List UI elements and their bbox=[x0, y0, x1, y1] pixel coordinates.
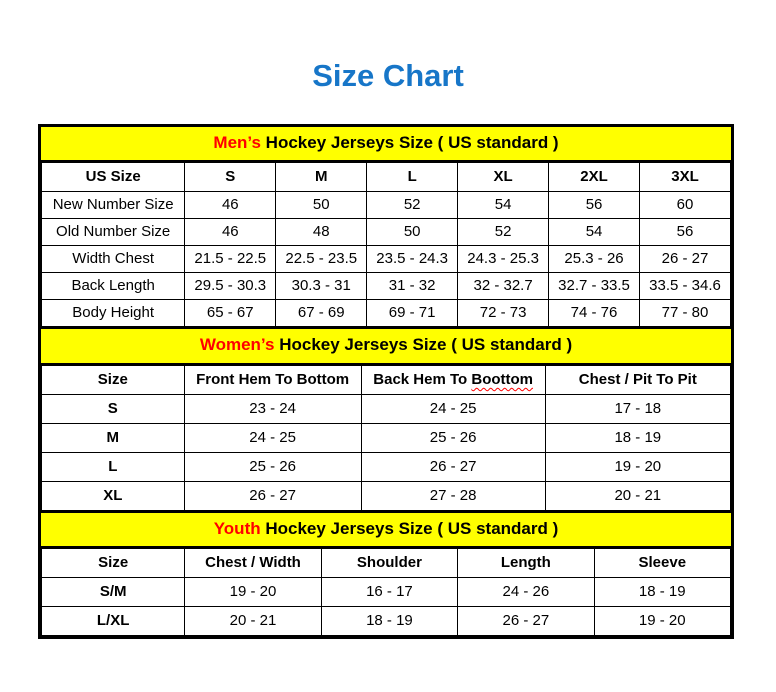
womens-banner-text: Hockey Jerseys Size ( US standard ) bbox=[274, 335, 573, 355]
size-value: 17 - 18 bbox=[545, 394, 730, 423]
size-value: 19 - 20 bbox=[185, 578, 321, 607]
size-value: 50 bbox=[276, 192, 367, 219]
size-value: 56 bbox=[549, 192, 640, 219]
column-header: L bbox=[367, 163, 458, 192]
size-value: 77 - 80 bbox=[640, 300, 731, 327]
size-value: 52 bbox=[458, 219, 549, 246]
row-label: M bbox=[42, 423, 185, 452]
row-label: S bbox=[42, 394, 185, 423]
row-label: L bbox=[42, 452, 185, 481]
column-header: S bbox=[185, 163, 276, 192]
row-label: New Number Size bbox=[42, 192, 185, 219]
size-value: 32 - 32.7 bbox=[458, 273, 549, 300]
size-value: 16 - 17 bbox=[321, 578, 457, 607]
row-label: Back Length bbox=[42, 273, 185, 300]
youth-header-row bbox=[42, 549, 731, 578]
size-value: 46 bbox=[185, 192, 276, 219]
size-value: 22.5 - 23.5 bbox=[276, 246, 367, 273]
womens-header-row bbox=[42, 365, 731, 394]
size-value: 26 - 27 bbox=[361, 452, 545, 481]
column-header: Chest / Pit To Pit bbox=[545, 365, 730, 394]
size-value: 23 - 24 bbox=[184, 394, 361, 423]
column-header: M bbox=[276, 163, 367, 192]
size-value: 18 - 19 bbox=[545, 423, 730, 452]
size-value: 20 - 21 bbox=[545, 481, 730, 510]
size-value: 24 - 26 bbox=[458, 578, 594, 607]
size-value: 25 - 26 bbox=[184, 452, 361, 481]
youth-banner-highlight: Youth bbox=[213, 518, 261, 538]
column-header: XL bbox=[458, 163, 549, 192]
column-header: Back Hem To Boottom bbox=[361, 365, 545, 394]
youth-section-banner bbox=[41, 511, 731, 548]
youth-size-table bbox=[41, 548, 731, 636]
size-value: 19 - 20 bbox=[594, 607, 730, 636]
size-value: 26 - 27 bbox=[184, 481, 361, 510]
table-row bbox=[42, 192, 731, 219]
column-header: Size bbox=[42, 365, 185, 394]
mens-size-table bbox=[41, 162, 731, 327]
size-chart-table-group bbox=[38, 124, 734, 639]
size-value: 19 - 20 bbox=[545, 452, 730, 481]
size-value: 67 - 69 bbox=[276, 300, 367, 327]
size-value: 31 - 32 bbox=[367, 273, 458, 300]
size-value: 52 bbox=[367, 192, 458, 219]
size-value: 56 bbox=[640, 219, 731, 246]
womens-size-table bbox=[41, 365, 731, 511]
size-value: 46 bbox=[185, 219, 276, 246]
mens-header-row bbox=[42, 163, 731, 192]
size-chart-page bbox=[0, 58, 776, 639]
row-label: Body Height bbox=[42, 300, 185, 327]
size-value: 18 - 19 bbox=[594, 578, 730, 607]
size-value: 69 - 71 bbox=[367, 300, 458, 327]
size-value: 21.5 - 22.5 bbox=[185, 246, 276, 273]
size-value: 23.5 - 24.3 bbox=[367, 246, 458, 273]
size-value: 24 - 25 bbox=[184, 423, 361, 452]
column-header: 3XL bbox=[640, 163, 731, 192]
column-header: Shoulder bbox=[321, 549, 457, 578]
size-value: 26 - 27 bbox=[640, 246, 731, 273]
size-value: 60 bbox=[640, 192, 731, 219]
row-label: XL bbox=[42, 481, 185, 510]
size-value: 27 - 28 bbox=[361, 481, 545, 510]
table-row bbox=[42, 246, 731, 273]
size-value: 20 - 21 bbox=[185, 607, 321, 636]
size-value: 33.5 - 34.6 bbox=[640, 273, 731, 300]
misspelled-word: Boottom bbox=[471, 370, 534, 388]
table-row bbox=[42, 423, 731, 452]
size-value: 74 - 76 bbox=[549, 300, 640, 327]
size-value: 25 - 26 bbox=[361, 423, 545, 452]
table-row bbox=[42, 394, 731, 423]
column-header: Sleeve bbox=[594, 549, 730, 578]
size-value: 24.3 - 25.3 bbox=[458, 246, 549, 273]
column-header: Chest / Width bbox=[185, 549, 321, 578]
table-row bbox=[42, 273, 731, 300]
page-title: Size Chart bbox=[312, 58, 464, 93]
size-value: 65 - 67 bbox=[185, 300, 276, 327]
row-label: L/XL bbox=[42, 607, 185, 636]
size-value: 50 bbox=[367, 219, 458, 246]
column-header: US Size bbox=[42, 163, 185, 192]
table-row bbox=[42, 219, 731, 246]
mens-section-banner bbox=[41, 127, 731, 162]
column-header: Length bbox=[458, 549, 594, 578]
mens-banner-highlight: Men’s bbox=[213, 133, 261, 152]
size-value: 48 bbox=[276, 219, 367, 246]
table-row bbox=[42, 481, 731, 510]
size-value: 32.7 - 33.5 bbox=[549, 273, 640, 300]
size-value: 29.5 - 30.3 bbox=[185, 273, 276, 300]
table-row bbox=[42, 300, 731, 327]
column-header: Size bbox=[42, 549, 185, 578]
size-value: 18 - 19 bbox=[321, 607, 457, 636]
row-label: Width Chest bbox=[42, 246, 185, 273]
column-header: 2XL bbox=[549, 163, 640, 192]
youth-banner-text: Hockey Jerseys Size ( US standard ) bbox=[260, 518, 559, 538]
row-label: Old Number Size bbox=[42, 219, 185, 246]
size-value: 30.3 - 31 bbox=[276, 273, 367, 300]
row-label: S/M bbox=[42, 578, 185, 607]
womens-banner-highlight: Women’s bbox=[199, 335, 275, 355]
womens-section-banner bbox=[41, 327, 731, 364]
size-value: 26 - 27 bbox=[458, 607, 594, 636]
table-row bbox=[42, 607, 731, 636]
size-value: 72 - 73 bbox=[458, 300, 549, 327]
table-row bbox=[42, 578, 731, 607]
column-header: Front Hem To Bottom bbox=[184, 365, 361, 394]
size-value: 54 bbox=[549, 219, 640, 246]
size-value: 24 - 25 bbox=[361, 394, 545, 423]
size-value: 25.3 - 26 bbox=[549, 246, 640, 273]
mens-banner-text: Hockey Jerseys Size ( US standard ) bbox=[260, 133, 559, 152]
size-value: 54 bbox=[458, 192, 549, 219]
table-row bbox=[42, 452, 731, 481]
